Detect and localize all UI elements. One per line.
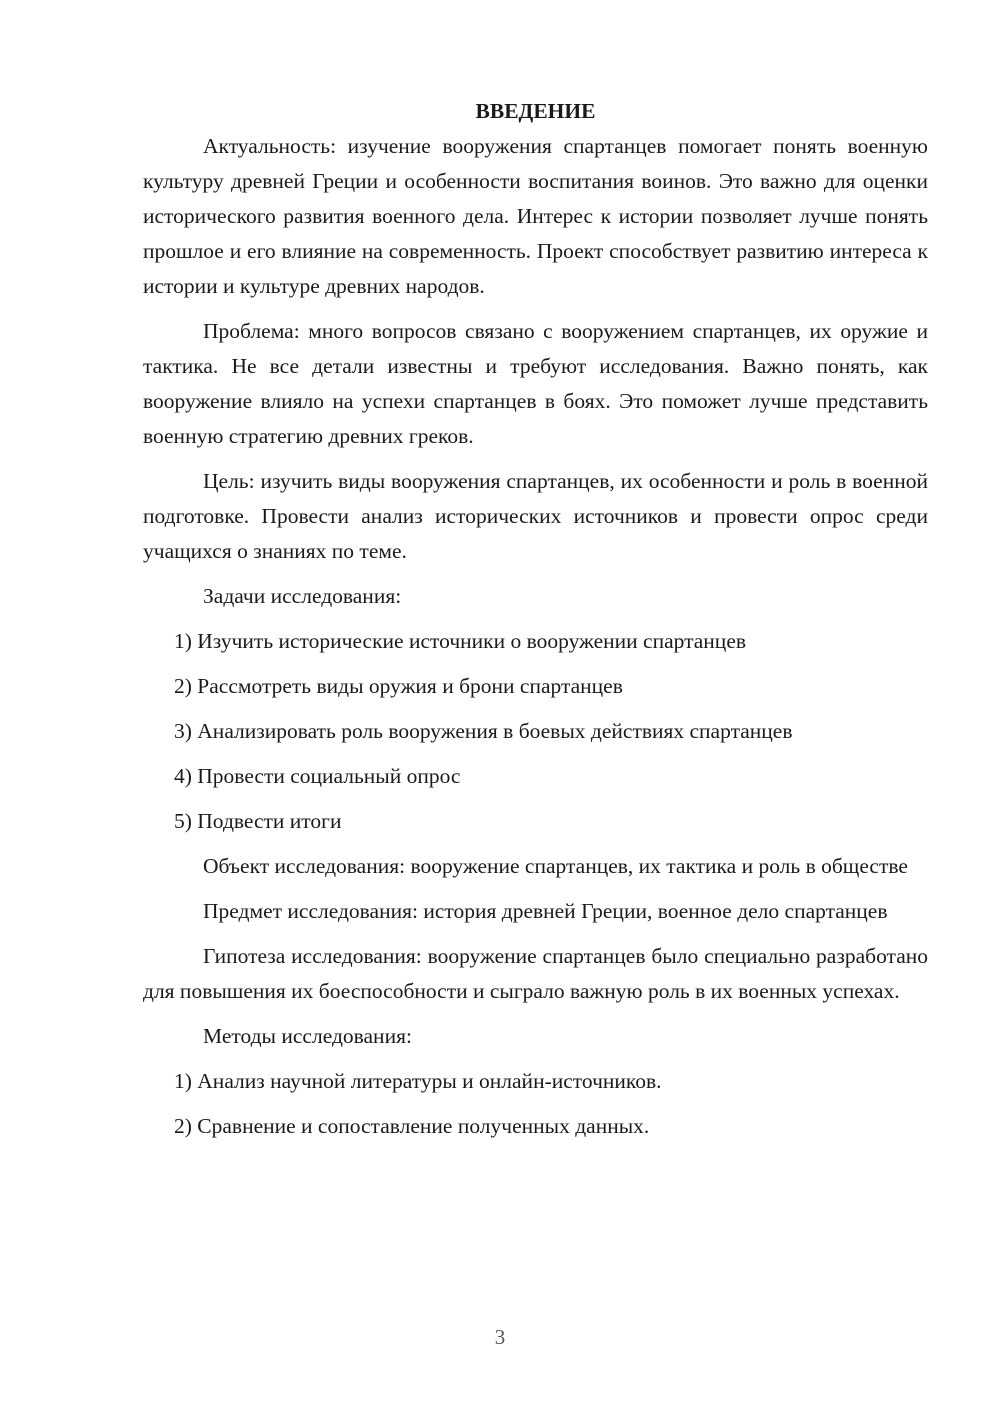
method-item: 2) Сравнение и сопоставление полученных данных.	[174, 1114, 650, 1138]
document-page	[143, 94, 928, 1154]
tasks-heading: Задачи исследования:	[203, 584, 402, 608]
hypothesis-paragraph: Гипотеза исследования: вооружение спартанцев было специально разработано для повышения их боеспособности и сыграло важную роль в их военных успехах.	[143, 944, 928, 1003]
task-item: 2) Рассмотреть виды оружия и брони спартанцев	[174, 674, 623, 698]
object-paragraph: Объект исследования: вооружение спартанцев, их тактика и роль в обществе	[203, 854, 908, 878]
section-title: ВВЕДЕНИЕ	[475, 99, 596, 123]
task-item: 3) Анализировать роль вооружения в боевых действиях спартанцев	[174, 719, 793, 743]
page-number: 3	[494, 1325, 506, 1349]
methods-heading: Методы исследования:	[203, 1024, 412, 1048]
goal-paragraph: Цель: изучить виды вооружения спартанцев, их особенности и роль в военной подготовке. Провести анализ исторических источников и провести опрос среди учащихся о знаниях по теме.	[143, 469, 928, 563]
task-item: 5) Подвести итоги	[174, 809, 342, 833]
tasks-list	[143, 624, 928, 839]
methods-list	[143, 1064, 928, 1144]
task-item: 4) Провести социальный опрос	[174, 764, 461, 788]
method-item: 1) Анализ научной литературы и онлайн-источников.	[174, 1069, 662, 1093]
subject-paragraph: Предмет исследования: история древней Греции, военное дело спартанцев	[203, 899, 888, 923]
relevance-paragraph: Актуальность: изучение вооружения спартанцев помогает понять военную культуру древней Греции и особенности воспитания воинов. Это важно для оценки исторического развития военного дела. Интерес к истории позволяет лучше понять прошлое и его влияние на современность. Проект способствует развитию интереса к истории и культуре древних народов.	[143, 134, 928, 298]
problem-paragraph: Проблема: много вопросов связано с вооружением спартанцев, их оружие и тактика. Не все детали известны и требуют исследования. Важно понять, как вооружение влияло на успехи спартанцев в боях. Это поможет лучше представить военную стратегию древних греков.	[143, 319, 928, 448]
task-item: 1) Изучить исторические источники о вооружении спартанцев	[174, 629, 747, 653]
